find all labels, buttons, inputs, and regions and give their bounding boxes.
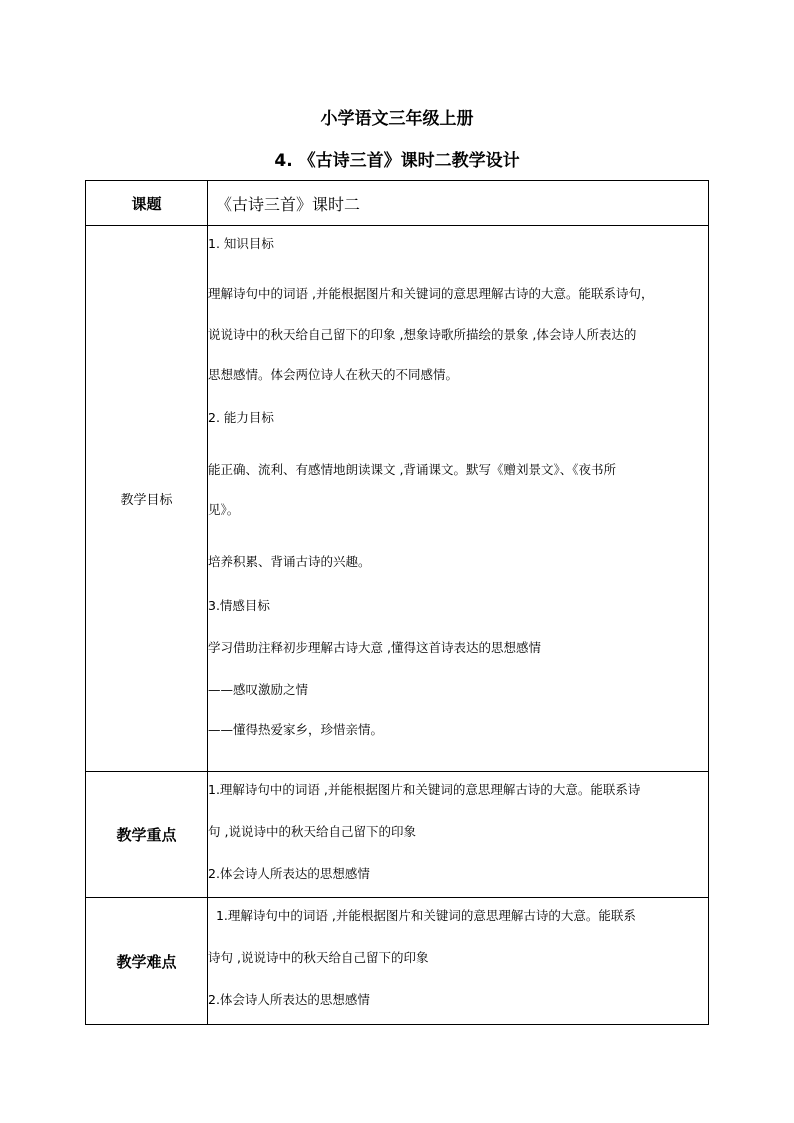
topic-value: 《古诗三首》课时二 xyxy=(216,194,361,214)
topic-row xyxy=(86,181,709,226)
difficult-point-line: 诗句 ,说说诗中的秋天给自己留下的印象 xyxy=(208,950,429,965)
objective-line: 思想感情。体会两位诗人在秋天的不同感情。 xyxy=(208,367,459,382)
topic-label-cell xyxy=(86,181,208,226)
difficult-points-content xyxy=(208,898,709,1025)
document-subtitle: 4. 《古诗三首》课时二教学设计 xyxy=(274,151,520,171)
key-points-label-cell xyxy=(86,772,208,898)
objective-line: 能正确、流利、有感情地朗读课文 ,背诵课文。默写《赠刘景文》、《夜书所 xyxy=(208,462,616,477)
key-points-label: 教学重点 xyxy=(116,826,177,844)
difficult-point-line: 1.理解诗句中的词语 ,并能根据图片和关键词的意思理解古诗的大意。能联系 xyxy=(208,908,636,923)
key-point-line: 1.理解诗句中的词语 ,并能根据图片和关键词的意思理解古诗的大意。能联系诗 xyxy=(208,782,641,797)
objective-line: 1. 知识目标 xyxy=(208,236,274,251)
objective-line: 培养积累、背诵古诗的兴趣。 xyxy=(208,554,371,569)
objective-line: 理解诗句中的词语 ,并能根据图片和关键词的意思理解古诗的大意。能联系诗句， xyxy=(208,286,654,301)
objective-line: 说说诗中的秋天给自己留下的印象 ,想象诗歌所描绘的景象 ,体会诗人所表达的 xyxy=(208,327,637,342)
difficult-points-label-cell xyxy=(86,898,208,1025)
document-title: 小学语文三年级上册 xyxy=(320,109,474,129)
objective-line: 学习借助注释初步理解古诗大意 ,懂得这首诗表达的思想感情 xyxy=(208,640,541,655)
objective-line: 见》。 xyxy=(208,502,240,517)
topic-label: 课题 xyxy=(131,194,162,213)
key-points-content xyxy=(208,772,709,898)
difficult-points-label: 教学难点 xyxy=(116,952,177,971)
difficult-points-row xyxy=(86,898,709,1025)
objectives-row xyxy=(86,226,709,772)
objectives-label-cell xyxy=(86,226,208,772)
objectives-content xyxy=(208,226,709,772)
key-point-line: 2.体会诗人所表达的思想感情 xyxy=(208,866,370,881)
topic-value-cell xyxy=(208,181,709,226)
objective-line: 3.情感目标 xyxy=(208,598,270,613)
difficult-point-line: 2.体会诗人所表达的思想感情 xyxy=(208,992,370,1007)
objective-line: ——懂得热爱家乡，珍惜亲情。 xyxy=(208,722,384,737)
objective-line: ——感叹激励之情 xyxy=(208,682,309,697)
key-point-line: 句 ,说说诗中的秋天给自己留下的印象 xyxy=(208,824,416,839)
key-points-row xyxy=(86,772,709,898)
objective-line: 2. 能力目标 xyxy=(208,410,274,425)
lesson-plan-table xyxy=(85,180,709,1025)
objectives-label: 教学目标 xyxy=(120,493,173,508)
